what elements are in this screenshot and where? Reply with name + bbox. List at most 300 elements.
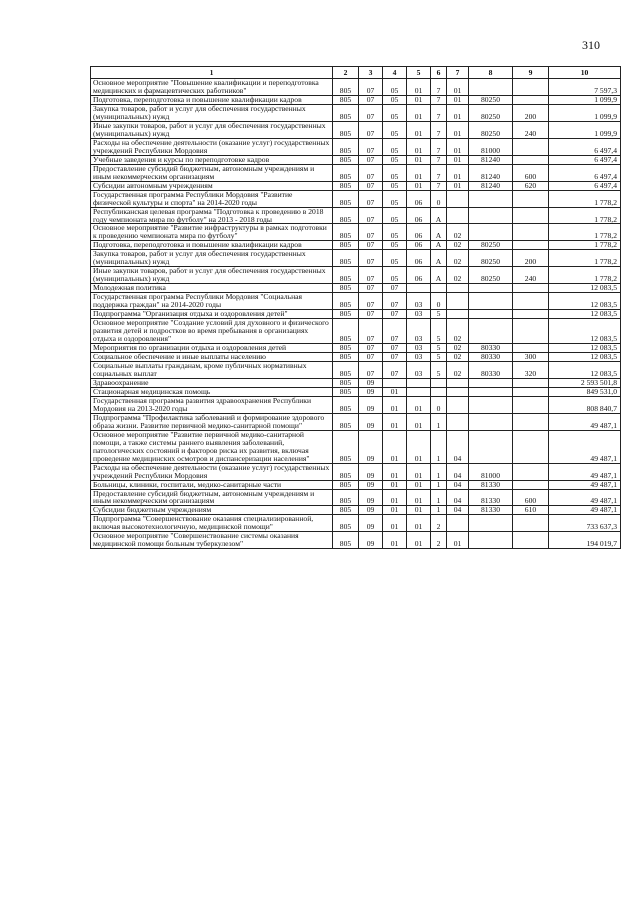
row-name-cell: Расходы на обеспечение деятельности (оказание услуг) государственных учреждений Республики Мордовия bbox=[91, 463, 333, 480]
row-name-cell: Стационарная медицинская помощь bbox=[91, 387, 333, 396]
code-cell: 805 bbox=[333, 79, 359, 96]
subsection-cell: 05 bbox=[383, 79, 407, 96]
section-cell: 07 bbox=[359, 267, 383, 284]
row-name-cell: Предоставление субсидий бюджетным, автономным учреждениям и иным некоммерческим организациям bbox=[91, 489, 333, 506]
amount-cell: 12 083,5 bbox=[549, 319, 621, 344]
program-cell: 06 bbox=[407, 250, 431, 267]
event-cell bbox=[447, 190, 469, 207]
amount-cell: 2 593 501,8 bbox=[549, 378, 621, 387]
program-cell: 01 bbox=[407, 480, 431, 489]
program-cell: 06 bbox=[407, 267, 431, 284]
program-cell: 01 bbox=[407, 506, 431, 515]
section-cell: 07 bbox=[359, 104, 383, 121]
code-cell: 805 bbox=[333, 463, 359, 480]
subprogram-cell: 0 bbox=[431, 190, 447, 207]
expense-type-cell: 240 bbox=[513, 121, 549, 138]
section-cell: 09 bbox=[359, 506, 383, 515]
direction-cell bbox=[469, 430, 513, 463]
subsection-cell: 01 bbox=[383, 463, 407, 480]
expense-type-cell: 320 bbox=[513, 361, 549, 378]
amount-cell: 1 778,2 bbox=[549, 267, 621, 284]
program-cell: 03 bbox=[407, 293, 431, 310]
expense-type-cell bbox=[513, 190, 549, 207]
subsection-cell: 05 bbox=[383, 224, 407, 241]
subprogram-cell: 2 bbox=[431, 515, 447, 532]
expense-type-cell bbox=[513, 430, 549, 463]
table-row bbox=[91, 207, 621, 224]
event-cell bbox=[447, 413, 469, 430]
table-row bbox=[91, 190, 621, 207]
event-cell: 04 bbox=[447, 480, 469, 489]
subsection-cell: 05 bbox=[383, 241, 407, 250]
amount-cell: 12 083,5 bbox=[549, 344, 621, 353]
subsection-cell: 07 bbox=[383, 353, 407, 362]
event-cell: 01 bbox=[447, 121, 469, 138]
program-cell: 01 bbox=[407, 515, 431, 532]
code-cell: 805 bbox=[333, 284, 359, 293]
code-cell: 805 bbox=[333, 267, 359, 284]
direction-cell: 81240 bbox=[469, 181, 513, 190]
subprogram-cell: 1 bbox=[431, 430, 447, 463]
direction-cell bbox=[469, 293, 513, 310]
subsection-cell: 01 bbox=[383, 532, 407, 549]
amount-cell: 6 497,4 bbox=[549, 155, 621, 164]
direction-cell: 81330 bbox=[469, 489, 513, 506]
table-row bbox=[91, 319, 621, 344]
row-name-cell: Основное мероприятие "Создание условий для духовного и физического развития детей и подростков во время пребывания в организациях отдыха и оздоровления" bbox=[91, 319, 333, 344]
direction-cell bbox=[469, 207, 513, 224]
program-cell: 06 bbox=[407, 207, 431, 224]
expense-type-cell: 610 bbox=[513, 506, 549, 515]
expense-type-cell bbox=[513, 138, 549, 155]
amount-cell: 194 019,7 bbox=[549, 532, 621, 549]
direction-cell bbox=[469, 387, 513, 396]
table-row bbox=[91, 489, 621, 506]
expense-type-cell bbox=[513, 207, 549, 224]
expense-type-cell: 300 bbox=[513, 353, 549, 362]
direction-cell: 80250 bbox=[469, 121, 513, 138]
expense-type-cell: 240 bbox=[513, 267, 549, 284]
table-row bbox=[91, 95, 621, 104]
amount-cell: 6 497,4 bbox=[549, 138, 621, 155]
code-cell: 805 bbox=[333, 489, 359, 506]
table-header-row bbox=[91, 67, 621, 79]
row-name-cell: Закупка товаров, работ и услуг для обеспечения государственных (муниципальных) нужд bbox=[91, 250, 333, 267]
section-cell: 09 bbox=[359, 378, 383, 387]
code-cell: 805 bbox=[333, 310, 359, 319]
program-cell: 01 bbox=[407, 79, 431, 96]
direction-cell: 80330 bbox=[469, 344, 513, 353]
direction-cell bbox=[469, 190, 513, 207]
column-header: 9 bbox=[513, 67, 549, 79]
direction-cell bbox=[469, 310, 513, 319]
program-cell: 01 bbox=[407, 155, 431, 164]
program-cell bbox=[407, 387, 431, 396]
subsection-cell: 05 bbox=[383, 121, 407, 138]
section-cell: 09 bbox=[359, 387, 383, 396]
program-cell bbox=[407, 378, 431, 387]
expense-type-cell: 200 bbox=[513, 104, 549, 121]
table-row bbox=[91, 164, 621, 181]
event-cell: 02 bbox=[447, 250, 469, 267]
row-name-cell: Основное мероприятие "Развитие первичной медико-санитарной помощи, а также системы раннего выявления заболеваний, патологических состояний и факторов риска их развития, включая проведение медицинских осмотров и диспансеризации населения" bbox=[91, 430, 333, 463]
program-cell: 03 bbox=[407, 319, 431, 344]
expense-type-cell bbox=[513, 155, 549, 164]
expense-type-cell bbox=[513, 463, 549, 480]
column-header: 8 bbox=[469, 67, 513, 79]
amount-cell: 1 099,9 bbox=[549, 104, 621, 121]
subprogram-cell: 7 bbox=[431, 164, 447, 181]
section-cell: 09 bbox=[359, 532, 383, 549]
subprogram-cell: 1 bbox=[431, 489, 447, 506]
section-cell: 07 bbox=[359, 224, 383, 241]
section-cell: 07 bbox=[359, 207, 383, 224]
program-cell: 06 bbox=[407, 241, 431, 250]
direction-cell bbox=[469, 284, 513, 293]
section-cell: 07 bbox=[359, 164, 383, 181]
table-row bbox=[91, 241, 621, 250]
code-cell: 805 bbox=[333, 506, 359, 515]
table-row bbox=[91, 430, 621, 463]
direction-cell bbox=[469, 224, 513, 241]
expense-type-cell bbox=[513, 319, 549, 344]
row-name-cell: Основное мероприятие "Совершенствование системы оказания медицинской помощи больным туберкулезом" bbox=[91, 532, 333, 549]
subprogram-cell: А bbox=[431, 224, 447, 241]
amount-cell: 7 597,3 bbox=[549, 79, 621, 96]
code-cell: 805 bbox=[333, 250, 359, 267]
event-cell: 02 bbox=[447, 267, 469, 284]
program-cell: 01 bbox=[407, 164, 431, 181]
code-cell: 805 bbox=[333, 361, 359, 378]
program-cell bbox=[407, 284, 431, 293]
subsection-cell: 07 bbox=[383, 310, 407, 319]
program-cell: 01 bbox=[407, 430, 431, 463]
subprogram-cell: 7 bbox=[431, 155, 447, 164]
amount-cell: 12 083,5 bbox=[549, 361, 621, 378]
amount-cell: 1 099,9 bbox=[549, 95, 621, 104]
section-cell: 07 bbox=[359, 344, 383, 353]
section-cell: 07 bbox=[359, 79, 383, 96]
direction-cell: 80250 bbox=[469, 95, 513, 104]
table-row bbox=[91, 480, 621, 489]
row-name-cell: Социальное обеспечение и иные выплаты населению bbox=[91, 353, 333, 362]
program-cell: 01 bbox=[407, 532, 431, 549]
table-row bbox=[91, 104, 621, 121]
row-name-cell: Иные закупки товаров, работ и услуг для обеспечения государственных (муниципальных) нужд bbox=[91, 121, 333, 138]
event-cell: 02 bbox=[447, 241, 469, 250]
direction-cell bbox=[469, 413, 513, 430]
direction-cell bbox=[469, 396, 513, 413]
subprogram-cell: 7 bbox=[431, 138, 447, 155]
subsection-cell: 05 bbox=[383, 138, 407, 155]
subsection-cell: 01 bbox=[383, 430, 407, 463]
table-row bbox=[91, 250, 621, 267]
table-row bbox=[91, 353, 621, 362]
code-cell: 805 bbox=[333, 396, 359, 413]
subsection-cell: 05 bbox=[383, 104, 407, 121]
code-cell: 805 bbox=[333, 387, 359, 396]
subprogram-cell: 7 bbox=[431, 95, 447, 104]
row-name-cell: Государственная программа Республики Мордовия "Развитие физической культуры и спорта" на 2014-2020 годы bbox=[91, 190, 333, 207]
subprogram-cell bbox=[431, 284, 447, 293]
event-cell: 04 bbox=[447, 506, 469, 515]
amount-cell: 733 637,3 bbox=[549, 515, 621, 532]
row-name-cell: Государственная программа Республики Мордовия "Социальная поддержка граждан" на 2014-2020 годы bbox=[91, 293, 333, 310]
section-cell: 07 bbox=[359, 310, 383, 319]
program-cell: 03 bbox=[407, 310, 431, 319]
subsection-cell: 01 bbox=[383, 480, 407, 489]
section-cell: 07 bbox=[359, 284, 383, 293]
event-cell bbox=[447, 515, 469, 532]
expense-type-cell bbox=[513, 378, 549, 387]
row-name-cell: Подготовка, переподготовка и повышение квалификации кадров bbox=[91, 241, 333, 250]
subprogram-cell: 1 bbox=[431, 506, 447, 515]
table-row bbox=[91, 506, 621, 515]
section-cell: 09 bbox=[359, 515, 383, 532]
direction-cell: 80250 bbox=[469, 250, 513, 267]
program-cell: 01 bbox=[407, 396, 431, 413]
row-name-cell: Расходы на обеспечение деятельности (оказание услуг) государственных учреждений Республики Мордовия bbox=[91, 138, 333, 155]
subsection-cell: 01 bbox=[383, 506, 407, 515]
amount-cell: 49 487,1 bbox=[549, 489, 621, 506]
code-cell: 805 bbox=[333, 430, 359, 463]
table-row bbox=[91, 79, 621, 96]
section-cell: 07 bbox=[359, 155, 383, 164]
direction-cell bbox=[469, 79, 513, 96]
table-row bbox=[91, 378, 621, 387]
expense-type-cell bbox=[513, 413, 549, 430]
expense-type-cell bbox=[513, 310, 549, 319]
event-cell: 01 bbox=[447, 138, 469, 155]
subsection-cell: 01 bbox=[383, 489, 407, 506]
row-name-cell: Государственная программа развития здравоохранения Республики Мордовия на 2013-2020 годы bbox=[91, 396, 333, 413]
section-cell: 07 bbox=[359, 353, 383, 362]
amount-cell: 49 487,1 bbox=[549, 506, 621, 515]
event-cell bbox=[447, 387, 469, 396]
column-header: 10 bbox=[549, 67, 621, 79]
expense-type-cell bbox=[513, 532, 549, 549]
subsection-cell: 07 bbox=[383, 284, 407, 293]
amount-cell: 12 083,5 bbox=[549, 353, 621, 362]
table-row bbox=[91, 310, 621, 319]
direction-cell: 80250 bbox=[469, 267, 513, 284]
subsection-cell: 05 bbox=[383, 181, 407, 190]
event-cell: 02 bbox=[447, 319, 469, 344]
table-row bbox=[91, 361, 621, 378]
expense-type-cell bbox=[513, 284, 549, 293]
expense-type-cell: 600 bbox=[513, 489, 549, 506]
program-cell: 06 bbox=[407, 190, 431, 207]
subsection-cell: 07 bbox=[383, 344, 407, 353]
program-cell: 03 bbox=[407, 361, 431, 378]
event-cell: 01 bbox=[447, 95, 469, 104]
program-cell: 01 bbox=[407, 463, 431, 480]
expense-type-cell bbox=[513, 79, 549, 96]
code-cell: 805 bbox=[333, 532, 359, 549]
amount-cell: 1 778,2 bbox=[549, 224, 621, 241]
expense-type-cell: 600 bbox=[513, 164, 549, 181]
subprogram-cell: А bbox=[431, 250, 447, 267]
direction-cell: 81330 bbox=[469, 506, 513, 515]
code-cell: 805 bbox=[333, 155, 359, 164]
amount-cell: 12 083,5 bbox=[549, 293, 621, 310]
section-cell: 07 bbox=[359, 319, 383, 344]
event-cell: 02 bbox=[447, 224, 469, 241]
column-header: 5 bbox=[407, 67, 431, 79]
expense-type-cell bbox=[513, 293, 549, 310]
table-row bbox=[91, 344, 621, 353]
expense-type-cell bbox=[513, 344, 549, 353]
expense-type-cell bbox=[513, 515, 549, 532]
subsection-cell: 05 bbox=[383, 164, 407, 181]
section-cell: 07 bbox=[359, 121, 383, 138]
section-cell: 07 bbox=[359, 293, 383, 310]
amount-cell: 6 497,4 bbox=[549, 164, 621, 181]
section-cell: 09 bbox=[359, 396, 383, 413]
code-cell: 805 bbox=[333, 190, 359, 207]
amount-cell: 49 487,1 bbox=[549, 463, 621, 480]
amount-cell: 49 487,1 bbox=[549, 480, 621, 489]
row-name-cell: Основное мероприятие "Повышение квалификации и переподготовка медицинских и фармацевтических работников" bbox=[91, 79, 333, 96]
direction-cell: 80250 bbox=[469, 104, 513, 121]
program-cell: 01 bbox=[407, 95, 431, 104]
table-row bbox=[91, 224, 621, 241]
subprogram-cell: 5 bbox=[431, 353, 447, 362]
table-row bbox=[91, 515, 621, 532]
subprogram-cell: 0 bbox=[431, 293, 447, 310]
row-name-cell: Субсидии бюджетным учреждениям bbox=[91, 506, 333, 515]
row-name-cell: Республиканская целевая программа "Подготовка к проведению в 2018 году чемпионата мира по футболу" на 2013 - 2018 годы bbox=[91, 207, 333, 224]
subprogram-cell: 7 bbox=[431, 104, 447, 121]
row-name-cell: Подготовка, переподготовка и повышение квалификации кадров bbox=[91, 95, 333, 104]
code-cell: 805 bbox=[333, 515, 359, 532]
subsection-cell: 01 bbox=[383, 396, 407, 413]
table-row bbox=[91, 155, 621, 164]
event-cell: 01 bbox=[447, 79, 469, 96]
direction-cell bbox=[469, 319, 513, 344]
event-cell bbox=[447, 284, 469, 293]
code-cell: 805 bbox=[333, 413, 359, 430]
column-header: 7 bbox=[447, 67, 469, 79]
program-cell: 03 bbox=[407, 353, 431, 362]
amount-cell: 808 840,7 bbox=[549, 396, 621, 413]
row-name-cell: Больницы, клиники, госпитали, медико-санитарные части bbox=[91, 480, 333, 489]
direction-cell: 81240 bbox=[469, 164, 513, 181]
section-cell: 07 bbox=[359, 361, 383, 378]
expense-type-cell: 200 bbox=[513, 250, 549, 267]
amount-cell: 1 778,2 bbox=[549, 241, 621, 250]
column-header: 4 bbox=[383, 67, 407, 79]
section-cell: 09 bbox=[359, 480, 383, 489]
section-cell: 09 bbox=[359, 430, 383, 463]
direction-cell: 80330 bbox=[469, 353, 513, 362]
subsection-cell: 01 bbox=[383, 413, 407, 430]
event-cell: 01 bbox=[447, 532, 469, 549]
table-row bbox=[91, 284, 621, 293]
subprogram-cell bbox=[431, 387, 447, 396]
program-cell: 01 bbox=[407, 181, 431, 190]
row-name-cell: Иные закупки товаров, работ и услуг для обеспечения государственных (муниципальных) нужд bbox=[91, 267, 333, 284]
subsection-cell: 05 bbox=[383, 267, 407, 284]
code-cell: 805 bbox=[333, 207, 359, 224]
code-cell: 805 bbox=[333, 121, 359, 138]
subprogram-cell: 5 bbox=[431, 310, 447, 319]
table-row bbox=[91, 293, 621, 310]
event-cell: 04 bbox=[447, 430, 469, 463]
subprogram-cell: А bbox=[431, 267, 447, 284]
section-cell: 07 bbox=[359, 241, 383, 250]
row-name-cell: Здравоохранение bbox=[91, 378, 333, 387]
subsection-cell: 07 bbox=[383, 361, 407, 378]
expense-type-cell: 620 bbox=[513, 181, 549, 190]
row-name-cell: Основное мероприятие "Развитие инфраструктуры в рамках подготовки к проведению чемпионата мира по футболу" bbox=[91, 224, 333, 241]
event-cell bbox=[447, 310, 469, 319]
code-cell: 805 bbox=[333, 293, 359, 310]
event-cell: 01 bbox=[447, 181, 469, 190]
expense-type-cell bbox=[513, 241, 549, 250]
code-cell: 805 bbox=[333, 480, 359, 489]
section-cell: 07 bbox=[359, 95, 383, 104]
event-cell bbox=[447, 378, 469, 387]
direction-cell bbox=[469, 532, 513, 549]
event-cell bbox=[447, 293, 469, 310]
table-row bbox=[91, 532, 621, 549]
subsection-cell: 01 bbox=[383, 515, 407, 532]
subsection-cell: 05 bbox=[383, 250, 407, 267]
column-header: 1 bbox=[91, 67, 333, 79]
program-cell: 01 bbox=[407, 104, 431, 121]
section-cell: 07 bbox=[359, 190, 383, 207]
section-cell: 09 bbox=[359, 413, 383, 430]
amount-cell: 1 778,2 bbox=[549, 207, 621, 224]
subprogram-cell: 5 bbox=[431, 361, 447, 378]
amount-cell: 1 778,2 bbox=[549, 250, 621, 267]
section-cell: 07 bbox=[359, 250, 383, 267]
direction-cell: 81240 bbox=[469, 155, 513, 164]
event-cell: 02 bbox=[447, 361, 469, 378]
row-name-cell: Предоставление субсидий бюджетным, автономным учреждениям и иным некоммерческим организациям bbox=[91, 164, 333, 181]
subprogram-cell: А bbox=[431, 241, 447, 250]
subsection-cell: 07 bbox=[383, 319, 407, 344]
subprogram-cell: 7 bbox=[431, 121, 447, 138]
row-name-cell: Подпрограмма "Организация отдыха и оздоровления детей" bbox=[91, 310, 333, 319]
event-cell: 02 bbox=[447, 353, 469, 362]
subsection-cell: 07 bbox=[383, 293, 407, 310]
subprogram-cell: 7 bbox=[431, 79, 447, 96]
table-row bbox=[91, 267, 621, 284]
direction-cell bbox=[469, 378, 513, 387]
section-cell: 09 bbox=[359, 463, 383, 480]
expense-type-cell bbox=[513, 396, 549, 413]
subprogram-cell: 1 bbox=[431, 480, 447, 489]
section-cell: 09 bbox=[359, 489, 383, 506]
code-cell: 805 bbox=[333, 164, 359, 181]
subsection-cell: 01 bbox=[383, 387, 407, 396]
amount-cell: 849 531,0 bbox=[549, 387, 621, 396]
table-body bbox=[91, 67, 621, 549]
code-cell: 805 bbox=[333, 319, 359, 344]
event-cell: 01 bbox=[447, 104, 469, 121]
event-cell bbox=[447, 396, 469, 413]
section-cell: 07 bbox=[359, 181, 383, 190]
program-cell: 01 bbox=[407, 121, 431, 138]
expense-type-cell bbox=[513, 387, 549, 396]
row-name-cell: Мероприятия по организации отдыха и оздоровления детей bbox=[91, 344, 333, 353]
subprogram-cell: 1 bbox=[431, 413, 447, 430]
table-row bbox=[91, 396, 621, 413]
expense-type-cell bbox=[513, 224, 549, 241]
event-cell: 01 bbox=[447, 155, 469, 164]
